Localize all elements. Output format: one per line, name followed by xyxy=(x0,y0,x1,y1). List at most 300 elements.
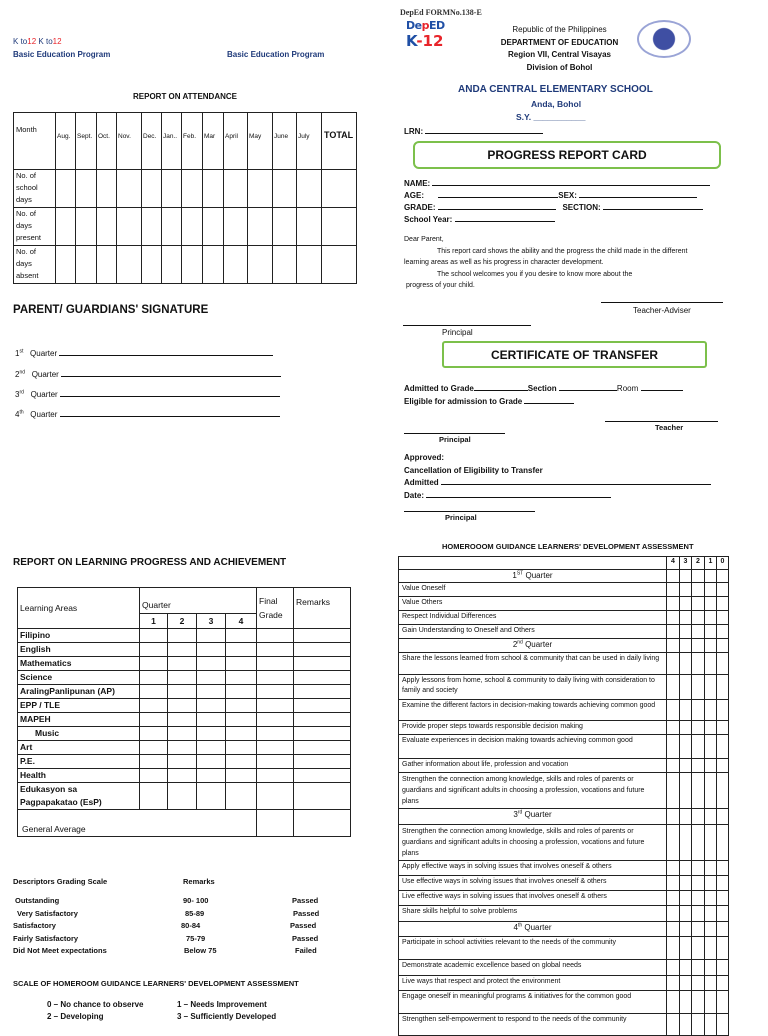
attendance-cell[interactable] xyxy=(162,246,182,284)
score-cell[interactable] xyxy=(717,959,729,975)
parent-letter xyxy=(404,234,687,292)
score-cell[interactable] xyxy=(717,990,729,1013)
score-cell[interactable] xyxy=(692,990,705,1013)
grade-cell[interactable] xyxy=(168,727,197,741)
score-cell[interactable] xyxy=(667,824,680,860)
score-cell[interactable] xyxy=(692,734,705,758)
grade-cell[interactable] xyxy=(197,783,226,810)
grade-cell[interactable] xyxy=(226,755,257,769)
score-cell[interactable] xyxy=(680,860,692,875)
grade-cell[interactable] xyxy=(294,629,351,643)
score-cell[interactable] xyxy=(692,875,705,890)
score-cell[interactable] xyxy=(717,772,729,808)
quarter-heading: 3rd Quarter xyxy=(399,808,667,824)
signature-quarter-4[interactable]: 4th Quarter xyxy=(15,410,280,419)
score-cell[interactable] xyxy=(692,1013,705,1035)
form-number: DepEd FORMNo.138-E xyxy=(400,8,482,17)
score-cell[interactable] xyxy=(717,921,729,936)
score-cell[interactable] xyxy=(692,772,705,808)
score-cell[interactable] xyxy=(692,936,705,959)
score-cell[interactable] xyxy=(667,990,680,1013)
grade-cell[interactable] xyxy=(226,769,257,783)
grade-cell[interactable] xyxy=(257,783,294,810)
score-cell[interactable] xyxy=(717,610,729,624)
score-cell[interactable] xyxy=(717,638,729,652)
grade-cell[interactable] xyxy=(140,629,168,643)
assessment-item: Examine the different factors in decision-making towards achieving common good xyxy=(399,699,667,720)
score-cell[interactable] xyxy=(680,570,692,583)
attendance-cell[interactable] xyxy=(248,208,273,246)
grade-cell[interactable] xyxy=(197,685,226,699)
grade-cell[interactable] xyxy=(140,769,168,783)
attendance-cell[interactable] xyxy=(56,208,76,246)
score-cell[interactable] xyxy=(667,959,680,975)
score-cell[interactable] xyxy=(680,772,692,808)
grade-cell[interactable] xyxy=(197,699,226,713)
score-cell[interactable] xyxy=(705,610,717,624)
score-cell[interactable] xyxy=(667,875,680,890)
assessment-item: Respect Individual Differences xyxy=(399,610,667,624)
attendance-cell[interactable] xyxy=(273,246,297,284)
assessment-item: Apply lessons from home, school & community to daily living with consideration to family and society xyxy=(399,674,667,699)
attendance-cell[interactable] xyxy=(76,208,97,246)
assessment-item: Provide proper steps towards responsible decision making xyxy=(399,720,667,734)
letter-line: progress of your child. xyxy=(406,282,475,289)
score-cell[interactable] xyxy=(667,583,680,597)
grade-cell[interactable] xyxy=(294,657,351,671)
score-cell[interactable] xyxy=(705,959,717,975)
score-cell[interactable] xyxy=(705,699,717,720)
score-cell[interactable] xyxy=(667,638,680,652)
assessment-item: Strengthen the connection among knowledge, skills and roles of parents or guardians and significant adults in choosing a profession, vocations and future plans xyxy=(399,772,667,808)
attendance-cell[interactable] xyxy=(117,208,142,246)
score-cell[interactable] xyxy=(680,720,692,734)
grade-cell[interactable] xyxy=(294,727,351,741)
general-average-remarks[interactable] xyxy=(294,810,351,837)
assessment-item: Apply effective ways in solving issues that involves oneself & others xyxy=(399,860,667,875)
grade-cell[interactable] xyxy=(197,755,226,769)
score-cell[interactable] xyxy=(705,734,717,758)
score-cell[interactable] xyxy=(667,652,680,674)
quarter-number: 2 xyxy=(168,614,197,629)
attendance-cell[interactable] xyxy=(224,208,248,246)
score-cell[interactable] xyxy=(717,936,729,959)
score-cell[interactable] xyxy=(705,758,717,772)
quarter-number: 1 xyxy=(140,614,168,629)
attendance-cell[interactable] xyxy=(203,246,224,284)
attendance-cell[interactable] xyxy=(76,246,97,284)
attendance-cell[interactable] xyxy=(56,246,76,284)
grade-cell[interactable] xyxy=(197,671,226,685)
score-cell[interactable] xyxy=(717,808,729,824)
score-cell[interactable] xyxy=(680,921,692,936)
score-cell[interactable] xyxy=(667,921,680,936)
scale-item: 2 – Developing xyxy=(47,1012,104,1021)
grade-cell[interactable] xyxy=(197,629,226,643)
grade-cell[interactable] xyxy=(257,741,294,755)
signature-line xyxy=(601,302,723,303)
score-cell[interactable] xyxy=(705,570,717,583)
grade-cell[interactable] xyxy=(168,699,197,713)
student-fields: NAME: AGE: SEX: GRADE: SECTION: School Year: xyxy=(404,178,710,226)
score-cell[interactable] xyxy=(705,936,717,959)
score-cell[interactable] xyxy=(680,890,692,905)
agency-line: Division of Bohol xyxy=(526,62,593,72)
attendance-cell[interactable] xyxy=(162,208,182,246)
grade-cell[interactable] xyxy=(294,685,351,699)
grade-cell[interactable] xyxy=(226,643,257,657)
grade-cell[interactable] xyxy=(226,713,257,727)
signature-quarter-3[interactable]: 3rd Quarter xyxy=(15,390,280,399)
score-cell[interactable] xyxy=(717,583,729,597)
quarter-number: 4 xyxy=(226,614,257,629)
grade-cell[interactable] xyxy=(140,713,168,727)
score-cell[interactable] xyxy=(705,990,717,1013)
score-cell[interactable] xyxy=(667,624,680,638)
score-cell[interactable] xyxy=(680,674,692,699)
grade-cell[interactable] xyxy=(168,713,197,727)
assessment-row xyxy=(399,772,729,808)
grade-cell[interactable] xyxy=(140,643,168,657)
score-cell[interactable] xyxy=(667,674,680,699)
score-cell[interactable] xyxy=(692,624,705,638)
principal-label: Principal xyxy=(439,435,471,444)
assessment-row xyxy=(399,597,729,611)
assessment-row xyxy=(399,1013,729,1035)
score-cell[interactable] xyxy=(717,624,729,638)
score-cell[interactable] xyxy=(692,699,705,720)
score-cell[interactable] xyxy=(667,597,680,611)
score-cell[interactable] xyxy=(667,720,680,734)
score-cell[interactable] xyxy=(667,890,680,905)
grade-cell[interactable] xyxy=(257,671,294,685)
grade-cell[interactable] xyxy=(140,755,168,769)
attendance-cell[interactable] xyxy=(117,170,142,208)
grade-cell[interactable] xyxy=(168,629,197,643)
attendance-cell[interactable] xyxy=(273,208,297,246)
grade-cell[interactable] xyxy=(257,769,294,783)
score-cell[interactable] xyxy=(680,610,692,624)
attendance-cell[interactable] xyxy=(224,246,248,284)
score-cell[interactable] xyxy=(680,905,692,921)
subject-name: Science xyxy=(18,671,140,685)
grade-cell[interactable] xyxy=(226,783,257,810)
attendance-row xyxy=(14,208,357,246)
score-cell[interactable] xyxy=(680,1013,692,1035)
month-header: Nov. xyxy=(117,113,142,170)
score-cell[interactable] xyxy=(705,905,717,921)
attendance-cell[interactable] xyxy=(117,246,142,284)
score-cell[interactable] xyxy=(667,808,680,824)
score-cell[interactable] xyxy=(680,990,692,1013)
scale-item: 1 – Needs Improvement xyxy=(177,1000,267,1009)
score-cell[interactable] xyxy=(667,975,680,990)
score-cell[interactable] xyxy=(667,699,680,720)
score-cell[interactable] xyxy=(705,921,717,936)
grade-cell[interactable] xyxy=(294,741,351,755)
score-cell[interactable] xyxy=(705,860,717,875)
score-cell[interactable] xyxy=(717,890,729,905)
grade-cell[interactable] xyxy=(294,643,351,657)
score-cell[interactable] xyxy=(705,1013,717,1035)
score-cell[interactable] xyxy=(680,597,692,611)
score-cell[interactable] xyxy=(692,890,705,905)
subject-row xyxy=(18,699,351,713)
subject-name: Mathematics xyxy=(18,657,140,671)
score-cell[interactable] xyxy=(667,860,680,875)
attendance-cell[interactable] xyxy=(97,208,117,246)
score-cell[interactable] xyxy=(705,875,717,890)
attendance-row-label: No. of days absent xyxy=(14,246,56,284)
score-cell[interactable] xyxy=(705,597,717,611)
grade-cell[interactable] xyxy=(197,643,226,657)
attendance-cell[interactable] xyxy=(182,246,203,284)
grade-cell[interactable] xyxy=(197,727,226,741)
grade-cell[interactable] xyxy=(197,713,226,727)
general-average-final[interactable] xyxy=(257,810,294,837)
attendance-cell[interactable] xyxy=(297,246,322,284)
attendance-cell[interactable] xyxy=(182,170,203,208)
score-cell[interactable] xyxy=(680,734,692,758)
grade-cell[interactable] xyxy=(257,643,294,657)
principal-label: Principal xyxy=(445,513,477,522)
grade-cell[interactable] xyxy=(168,657,197,671)
score-cell[interactable] xyxy=(667,734,680,758)
grade-cell[interactable] xyxy=(257,657,294,671)
grade-cell[interactable] xyxy=(168,755,197,769)
signature-quarter-2[interactable]: 2nd Quarter xyxy=(15,370,281,379)
score-cell[interactable] xyxy=(692,921,705,936)
score-cell[interactable] xyxy=(717,699,729,720)
attendance-cell[interactable] xyxy=(322,246,357,284)
grade-cell[interactable] xyxy=(294,783,351,810)
month-label: Month xyxy=(14,113,56,170)
attendance-cell[interactable] xyxy=(273,170,297,208)
score-cell[interactable] xyxy=(705,720,717,734)
attendance-cell[interactable] xyxy=(322,208,357,246)
score-cell[interactable] xyxy=(680,975,692,990)
descriptor: Fairly Satisfactory xyxy=(13,933,79,943)
subject-row xyxy=(18,783,351,810)
grade-cell[interactable] xyxy=(257,629,294,643)
score-cell[interactable] xyxy=(717,875,729,890)
score-cell[interactable] xyxy=(705,890,717,905)
attendance-cell[interactable] xyxy=(162,170,182,208)
school-year: S.Y. ___________ xyxy=(516,112,586,122)
score-cell[interactable] xyxy=(692,570,705,583)
grade-cell[interactable] xyxy=(294,755,351,769)
score-cell[interactable] xyxy=(680,583,692,597)
score-cell[interactable] xyxy=(692,674,705,699)
attendance-cell[interactable] xyxy=(203,208,224,246)
score-cell[interactable] xyxy=(692,860,705,875)
subject-name: AralingPanlipunan (AP) xyxy=(18,685,140,699)
grade-cell[interactable] xyxy=(226,741,257,755)
grade-cell[interactable] xyxy=(197,657,226,671)
month-header: Jan.. xyxy=(162,113,182,170)
learning-title: REPORT ON LEARNING PROGRESS AND ACHIEVEMENT xyxy=(13,557,287,568)
score-cell[interactable] xyxy=(667,1013,680,1035)
attendance-cell[interactable] xyxy=(297,208,322,246)
score-cell[interactable] xyxy=(692,758,705,772)
lrn-label: LRN: xyxy=(404,127,543,136)
grade-cell[interactable] xyxy=(257,699,294,713)
signature-quarter-1[interactable]: 1st Quarter xyxy=(15,349,273,358)
grade-remark: Passed xyxy=(290,921,317,930)
score-cell[interactable] xyxy=(692,720,705,734)
score-cell[interactable] xyxy=(705,638,717,652)
grade-cell[interactable] xyxy=(168,685,197,699)
grade-cell[interactable] xyxy=(168,741,197,755)
score-cell[interactable] xyxy=(680,875,692,890)
grade-cell[interactable] xyxy=(140,685,168,699)
attendance-cell[interactable] xyxy=(297,170,322,208)
attendance-cell[interactable] xyxy=(224,170,248,208)
agency-line: DEPARTMENT OF EDUCATION xyxy=(500,37,619,47)
grade-cell[interactable] xyxy=(294,699,351,713)
score-cell[interactable] xyxy=(717,905,729,921)
score-cell[interactable] xyxy=(680,959,692,975)
grade-cell[interactable] xyxy=(257,713,294,727)
score-cell[interactable] xyxy=(680,808,692,824)
score-cell[interactable] xyxy=(705,652,717,674)
assessment-row xyxy=(399,674,729,699)
score-cell[interactable] xyxy=(705,808,717,824)
score-cell[interactable] xyxy=(692,597,705,611)
certificate-of-transfer-title: CERTIFICATE OF TRANSFER xyxy=(442,341,707,368)
attendance-cell[interactable] xyxy=(56,170,76,208)
subject-name: Edukasyon sa Pagpapakatao (EsP) xyxy=(18,783,140,810)
score-cell[interactable] xyxy=(705,624,717,638)
score-cell[interactable] xyxy=(705,975,717,990)
grade-cell[interactable] xyxy=(140,671,168,685)
score-cell[interactable] xyxy=(717,570,729,583)
score-cell[interactable] xyxy=(717,1013,729,1035)
attendance-cell[interactable] xyxy=(248,246,273,284)
grade-cell[interactable] xyxy=(294,769,351,783)
grade-cell[interactable] xyxy=(168,769,197,783)
signature-line xyxy=(605,421,718,422)
score-cell[interactable] xyxy=(692,975,705,990)
attendance-cell[interactable] xyxy=(182,208,203,246)
grade-cell[interactable] xyxy=(140,783,168,810)
score-cell[interactable] xyxy=(667,758,680,772)
assessment-item: Gather information about life, profession and vocation xyxy=(399,758,667,772)
score-cell[interactable] xyxy=(680,638,692,652)
score-cell[interactable] xyxy=(717,860,729,875)
grade-cell[interactable] xyxy=(168,643,197,657)
score-cell[interactable] xyxy=(717,720,729,734)
score-cell[interactable] xyxy=(667,610,680,624)
scale-title: SCALE OF HOMEROOM GUIDANCE LEARNERS' DEVELOPMENT ASSESSMENT xyxy=(13,979,299,988)
score-cell[interactable] xyxy=(680,624,692,638)
score-cell[interactable] xyxy=(717,597,729,611)
subject-name: MAPEH xyxy=(18,713,140,727)
score-cell[interactable] xyxy=(667,936,680,959)
attendance-cell[interactable] xyxy=(142,246,162,284)
grade-cell[interactable] xyxy=(226,671,257,685)
attendance-cell[interactable] xyxy=(97,246,117,284)
score-cell[interactable] xyxy=(717,734,729,758)
attendance-cell[interactable] xyxy=(97,170,117,208)
grade-remark: Passed xyxy=(293,908,320,918)
grade-cell[interactable] xyxy=(226,699,257,713)
score-cell[interactable] xyxy=(692,610,705,624)
score-cell[interactable] xyxy=(667,772,680,808)
score-cell[interactable] xyxy=(717,674,729,699)
score-cell[interactable] xyxy=(680,699,692,720)
grade-cell[interactable] xyxy=(197,769,226,783)
score-cell[interactable] xyxy=(705,674,717,699)
grade-cell[interactable] xyxy=(197,741,226,755)
attendance-cell[interactable] xyxy=(248,170,273,208)
grade-cell[interactable] xyxy=(257,685,294,699)
month-header: Feb. xyxy=(182,113,203,170)
score-cell[interactable] xyxy=(717,758,729,772)
assessment-item: Share the lessons learned from school & community that can be used in daily living xyxy=(399,652,667,674)
score-cell[interactable] xyxy=(692,959,705,975)
score-cell[interactable] xyxy=(705,772,717,808)
progress-report-card-title: PROGRESS REPORT CARD xyxy=(413,141,721,169)
grade-cell[interactable] xyxy=(226,685,257,699)
grade-cell[interactable] xyxy=(140,741,168,755)
month-header: May xyxy=(248,113,273,170)
score-cell[interactable] xyxy=(705,583,717,597)
score-cell[interactable] xyxy=(692,808,705,824)
grade-cell[interactable] xyxy=(140,657,168,671)
assessment-row xyxy=(399,959,729,975)
score-cell[interactable] xyxy=(680,652,692,674)
assessment-row xyxy=(399,734,729,758)
subject-row xyxy=(18,727,351,741)
attendance-cell[interactable] xyxy=(322,170,357,208)
score-cell[interactable] xyxy=(717,824,729,860)
grade-cell[interactable] xyxy=(226,629,257,643)
grade-cell[interactable] xyxy=(140,699,168,713)
score-cell[interactable] xyxy=(705,824,717,860)
grade-cell[interactable] xyxy=(257,727,294,741)
attendance-cell[interactable] xyxy=(142,208,162,246)
score-cell[interactable] xyxy=(717,975,729,990)
grade-cell[interactable] xyxy=(294,671,351,685)
score-cell[interactable] xyxy=(692,824,705,860)
score-cell[interactable] xyxy=(692,652,705,674)
grade-cell[interactable] xyxy=(226,657,257,671)
score-cell[interactable] xyxy=(667,570,680,583)
score-cell[interactable] xyxy=(680,936,692,959)
grade-cell[interactable] xyxy=(168,783,197,810)
assessment-item: Share skills helpful to solve problems xyxy=(399,905,667,921)
score-cell[interactable] xyxy=(680,758,692,772)
score-cell[interactable] xyxy=(680,824,692,860)
attendance-cell[interactable] xyxy=(76,170,97,208)
grade-cell[interactable] xyxy=(294,713,351,727)
score-cell[interactable] xyxy=(717,652,729,674)
grade-cell[interactable] xyxy=(226,727,257,741)
attendance-cell[interactable] xyxy=(203,170,224,208)
score-cell[interactable] xyxy=(692,905,705,921)
score-cell[interactable] xyxy=(692,638,705,652)
attendance-cell[interactable] xyxy=(142,170,162,208)
grade-cell[interactable] xyxy=(257,755,294,769)
letter-line: learning areas as well as his progress in character development. xyxy=(404,259,604,266)
grade-cell[interactable] xyxy=(168,671,197,685)
score-cell[interactable] xyxy=(692,583,705,597)
grade-cell[interactable] xyxy=(140,727,168,741)
score-cell[interactable] xyxy=(667,905,680,921)
quarter-heading: 2nd Quarter xyxy=(399,638,667,652)
attendance-row xyxy=(14,246,357,284)
